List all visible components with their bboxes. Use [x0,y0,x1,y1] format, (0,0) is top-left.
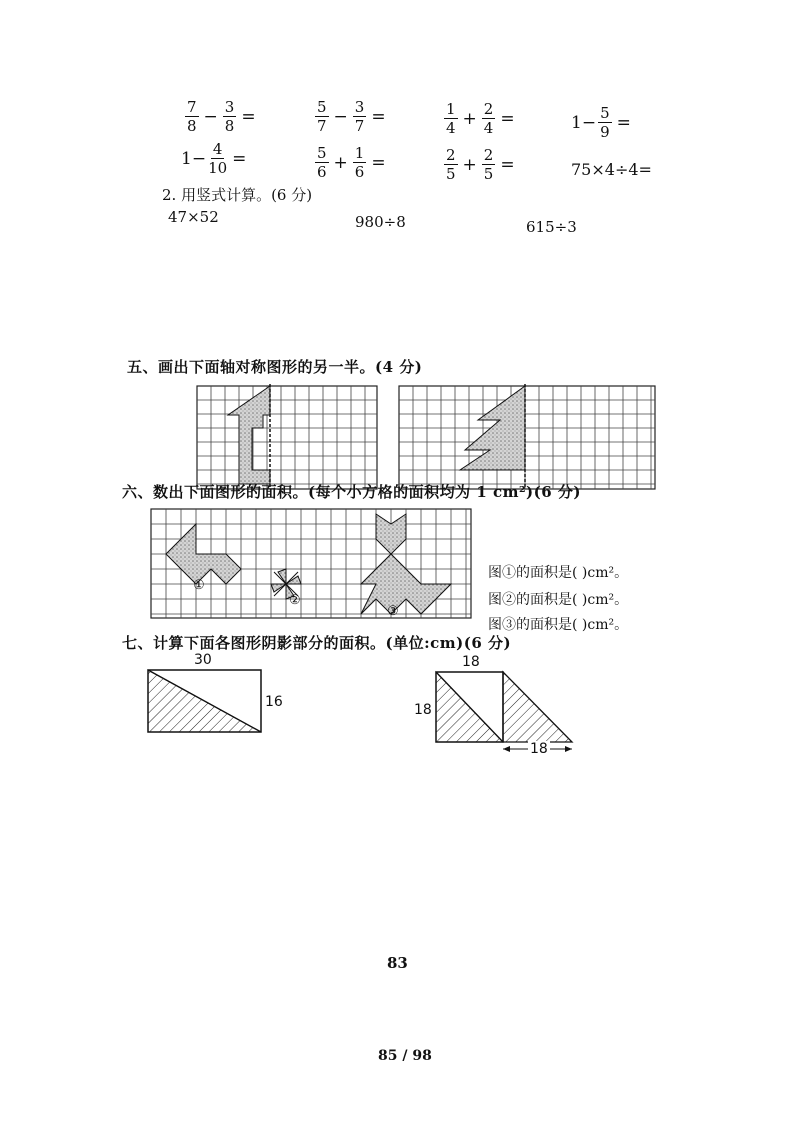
page-number: 83 [387,954,408,972]
page-counter: 85 / 98 [378,1048,432,1064]
expr-1: 7 8 − $\frac{3}{8}$ = [187,98,256,135]
answer-2: 图②的面积是( )cm²。 [488,592,629,608]
q2-item-3: 615÷3 [526,218,577,236]
fig2-bottom-dim: 18 [530,741,548,757]
expr-6: 5 6 + $\frac{1}{6}$ = [317,144,386,181]
label-3: ③ [387,604,399,619]
expr-3: 1 4 + $\frac{2}{4}$ = [446,100,515,137]
q2-title: 2. 用竖式计算。(6 分) [162,186,313,204]
expr-4: 1− $\frac{5}{9}$ = [571,104,631,141]
sec7-figure-1 [148,670,261,732]
expr-7: 2 5 + $\frac{2}{5}$ = [446,146,515,183]
sec6-grid [151,509,471,618]
q2-item-2: 980÷8 [355,213,406,231]
sec7-figure-2 [436,672,572,752]
answer-3: 图③的面积是( )cm²。 [488,617,629,633]
fig2-top-dim: 18 [462,654,480,670]
label-2: ② [289,593,301,608]
sec7-title: 七、计算下面各图形阴影部分的面积。(单位:cm)(6 分) [122,634,512,652]
sec5-grid-1 [197,384,377,489]
sec5-grid-2 [399,384,655,489]
sec5-title: 五、画出下面轴对称图形的另一半。(4 分) [127,358,423,376]
expr-8: 75×4÷4= [571,160,652,179]
label-1: ① [193,578,205,593]
answer-1: 图①的面积是( )cm²。 [488,565,629,581]
fig2-side-dim: 18 [414,702,432,718]
expr-5: 1− $\frac{4}{10}$ = [181,140,247,177]
fig1-top-dim: 30 [194,652,212,668]
fig1-side-dim: 16 [265,694,283,710]
q2-item-1: 47×52 [168,208,219,226]
sec6-title: 六、数出下面图形的面积。(每个小方格的面积均为 1 cm²)(6 分) [122,483,582,501]
expr-2: 5 7 − $\frac{3}{7}$ = [317,98,386,135]
